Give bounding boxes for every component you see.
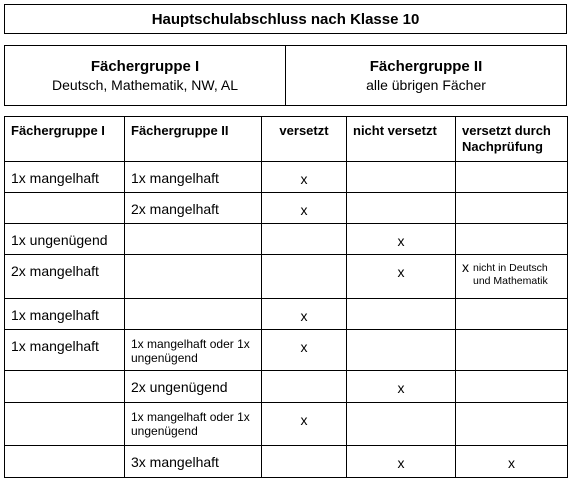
cell-group-1 (5, 193, 125, 224)
cell-group-1: 2x mangelhaft (5, 255, 125, 299)
table-row (5, 255, 568, 299)
cell-nicht-versetzt: x (347, 255, 456, 299)
table-row (5, 193, 568, 224)
cell-group-2: 2x ungenügend (125, 371, 262, 403)
cell-group-2: 1x mangelhaft oder 1x ungenügend (125, 330, 262, 371)
cell-nicht-versetzt: x (347, 446, 456, 478)
cell-nicht-versetzt (347, 193, 456, 224)
cell-versetzt (262, 255, 347, 299)
cell-group-1: 1x mangelhaft (5, 299, 125, 330)
cell-group-1 (5, 446, 125, 478)
header-nachpruefung: versetzt durch Nachprüfung (456, 117, 568, 162)
table-row (5, 224, 568, 255)
cell-group-1 (5, 371, 125, 403)
subject-groups-box (4, 45, 567, 106)
cell-nachpruefung (456, 299, 568, 330)
cell-group-1: 1x ungenügend (5, 224, 125, 255)
table-row (5, 162, 568, 193)
group-1-subjects: Deutsch, Mathematik, NW, AL (52, 76, 238, 93)
cell-nicht-versetzt (347, 330, 456, 371)
cell-nachpruefung (456, 193, 568, 224)
cell-group-2 (125, 299, 262, 330)
table-header-row (5, 117, 568, 162)
cell-nicht-versetzt (347, 299, 456, 330)
table-row (5, 403, 568, 446)
cell-nicht-versetzt: x (347, 224, 456, 255)
cell-group-1 (5, 403, 125, 446)
cell-nachpruefung (456, 330, 568, 371)
promotion-table (4, 116, 568, 478)
cell-versetzt: x (262, 299, 347, 330)
cell-nicht-versetzt (347, 403, 456, 446)
nachpruefung-mark: x (462, 259, 469, 275)
group-1 (5, 46, 285, 105)
cell-nachpruefung: x (456, 446, 568, 478)
document-title-box (4, 4, 567, 34)
cell-group-2 (125, 255, 262, 299)
cell-nachpruefung (456, 255, 568, 299)
cell-versetzt: x (262, 403, 347, 446)
cell-versetzt: x (262, 162, 347, 193)
group-1-title: Fächergruppe I (90, 57, 200, 75)
cell-nicht-versetzt (347, 162, 456, 193)
cell-nachpruefung (456, 371, 568, 403)
cell-nicht-versetzt: x (347, 371, 456, 403)
group-2-title: Fächergruppe II (369, 57, 483, 75)
cell-group-1: 1x mangelhaft (5, 330, 125, 371)
cell-nachpruefung (456, 403, 568, 446)
document-title: Hauptschulabschluss nach Klasse 10 (151, 10, 420, 28)
table-row (5, 446, 568, 478)
cell-group-2: 1x mangelhaft oder 1x ungenügend (125, 403, 262, 446)
cell-group-2: 1x mangelhaft (125, 162, 262, 193)
cell-group-2 (125, 224, 262, 255)
cell-nachpruefung (456, 224, 568, 255)
cell-versetzt (262, 371, 347, 403)
cell-versetzt (262, 224, 347, 255)
cell-versetzt: x (262, 330, 347, 371)
header-versetzt: versetzt (262, 117, 347, 162)
cell-group-1: 1x mangelhaft (5, 162, 125, 193)
table-row (5, 371, 568, 403)
header-nicht-versetzt: nicht versetzt (347, 117, 456, 162)
table-row (5, 330, 568, 371)
header-group-1: Fächergruppe I (5, 117, 125, 162)
cell-versetzt: x (262, 193, 347, 224)
cell-group-2: 2x mangelhaft (125, 193, 262, 224)
cell-nachpruefung (456, 162, 568, 193)
cell-versetzt (262, 446, 347, 478)
group-2-subjects: alle übrigen Fächer (366, 76, 486, 93)
header-group-2: Fächergruppe II (125, 117, 262, 162)
group-2 (285, 46, 566, 105)
table-row (5, 299, 568, 330)
nachpruefung-note: nicht in Deutsch und Mathematik (473, 262, 548, 287)
cell-group-2: 3x mangelhaft (125, 446, 262, 478)
